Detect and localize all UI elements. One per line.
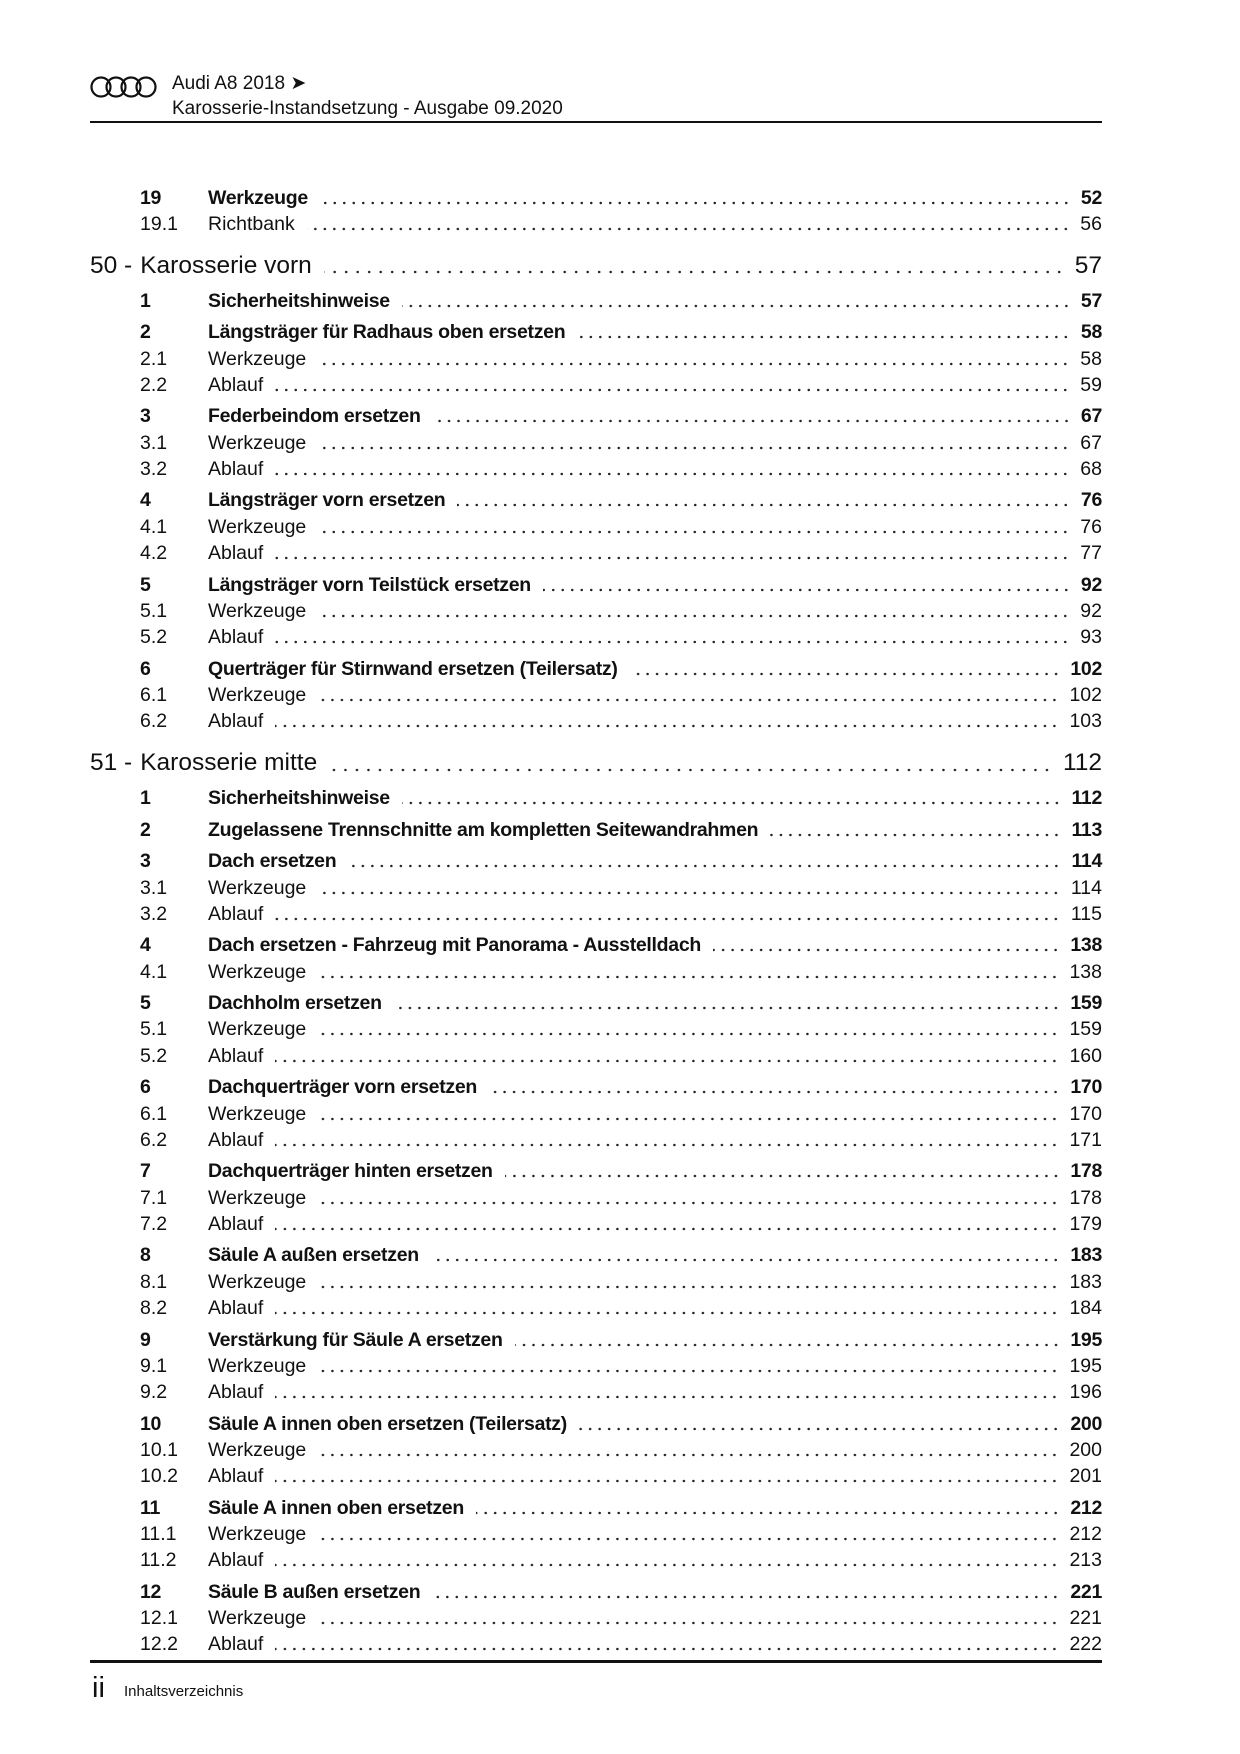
toc-number: 5.2 <box>140 626 168 649</box>
toc-title: Ablauf <box>208 1381 264 1404</box>
dot-leader <box>431 1258 1060 1262</box>
toc-subsection[interactable] <box>90 1015 1102 1041</box>
toc-section[interactable] <box>90 178 1102 210</box>
toc-title: Dach ersetzen <box>208 850 337 873</box>
toc-title: Werkzeuge <box>208 1354 307 1377</box>
toc-title: Werkzeuge <box>208 186 308 209</box>
dot-leader <box>394 1006 1061 1010</box>
toc-page-number: 178 <box>1070 1160 1102 1183</box>
toc-page-number: 212 <box>1069 1523 1102 1546</box>
toc-subsection[interactable] <box>90 1630 1102 1656</box>
toc-number: 4.2 <box>140 542 168 565</box>
toc-subsection[interactable] <box>90 1378 1102 1404</box>
toc-subsection[interactable] <box>90 1604 1102 1630</box>
toc-title: Ablauf <box>208 902 264 925</box>
toc-number: 50 - <box>90 251 133 279</box>
toc-number: 8 <box>140 1244 151 1267</box>
toc-subsection[interactable] <box>90 1352 1102 1378</box>
toc-page-number: 170 <box>1069 1102 1102 1125</box>
dot-leader <box>307 227 1071 231</box>
toc-section[interactable] <box>90 1488 1102 1520</box>
dot-leader <box>577 335 1071 339</box>
toc-page-number: 112 <box>1071 787 1102 810</box>
toc-number: 6 <box>140 657 151 680</box>
toc-page-number: 52 <box>1080 186 1102 209</box>
toc-title: Werkzeuge <box>208 1186 307 1209</box>
toc-page-number: 76 <box>1080 489 1102 512</box>
toc-title: Werkzeuge <box>208 876 307 899</box>
toc-page-number: 159 <box>1069 1018 1102 1041</box>
toc-number: 2 <box>140 321 151 344</box>
dot-leader <box>318 1369 1059 1373</box>
toc-number: 12.2 <box>140 1633 178 1656</box>
dot-leader <box>770 833 1061 837</box>
toc-title: Ablauf <box>208 710 264 733</box>
toc-number: 7 <box>140 1160 151 1183</box>
toc-page-number: 138 <box>1070 934 1102 957</box>
toc-subsection[interactable] <box>90 371 1102 397</box>
dot-leader <box>348 864 1061 868</box>
toc-title: Ablauf <box>208 1297 264 1320</box>
dot-leader <box>543 588 1071 592</box>
dot-leader <box>275 388 1070 392</box>
header-divider <box>90 121 1102 123</box>
toc-title: Ablauf <box>208 373 264 396</box>
dot-leader <box>433 419 1071 423</box>
toc-page-number: 76 <box>1080 515 1102 538</box>
toc-page-number: 183 <box>1069 1270 1102 1293</box>
toc-number: 6.1 <box>140 1102 168 1125</box>
footer-page-number: ii <box>92 1672 105 1704</box>
toc-page-number: 200 <box>1069 1438 1102 1461</box>
dot-leader <box>489 1090 1060 1094</box>
toc-title: Längsträger vorn Teilstück ersetzen <box>208 573 531 596</box>
toc-title: Werkzeuge <box>208 515 307 538</box>
toc-page-number: 179 <box>1069 1212 1102 1235</box>
toc-number: 10.1 <box>140 1438 178 1461</box>
toc-subsection[interactable] <box>90 512 1102 538</box>
dot-leader <box>402 304 1071 308</box>
toc-page-number: 171 <box>1069 1128 1102 1151</box>
toc-page-number: 92 <box>1080 573 1102 596</box>
toc-number: 8.2 <box>140 1297 168 1320</box>
header-subtitle: Karosserie-Instandsetzung - Ausgabe 09.2020 <box>172 98 563 119</box>
dot-leader <box>318 1032 1059 1036</box>
dot-leader <box>713 948 1060 952</box>
toc-section[interactable] <box>90 1068 1102 1100</box>
toc-page-number: 57 <box>1080 289 1102 312</box>
toc-number: 19.1 <box>140 212 178 235</box>
toc-title: Federbeindom ersetzen <box>208 405 421 428</box>
dot-leader <box>275 1479 1059 1483</box>
dot-leader <box>457 503 1070 507</box>
toc-number: 3.2 <box>140 457 168 480</box>
toc-page-number: 200 <box>1070 1412 1102 1435</box>
toc-number: 2 <box>140 818 151 841</box>
toc-page-number: 102 <box>1069 683 1102 706</box>
dot-leader <box>318 1117 1059 1121</box>
toc-number: 5.1 <box>140 1018 168 1041</box>
toc-number: 4.1 <box>140 515 168 538</box>
toc-title: Karosserie mitte <box>140 749 318 777</box>
toc-page-number: 92 <box>1080 599 1102 622</box>
toc-page-number: 196 <box>1069 1381 1102 1404</box>
toc-title: Sicherheitshinweise <box>208 787 390 810</box>
toc-section[interactable] <box>90 1404 1102 1436</box>
toc-section[interactable] <box>90 1572 1102 1604</box>
dot-leader <box>318 530 1070 534</box>
toc-page-number: 115 <box>1070 902 1102 925</box>
dot-leader <box>515 1343 1061 1347</box>
toc-subsection[interactable] <box>90 455 1102 481</box>
toc-chapter[interactable] <box>90 236 1102 280</box>
toc-page-number: 67 <box>1080 405 1102 428</box>
toc-page-number: 68 <box>1080 457 1102 480</box>
toc-title: Werkzeuge <box>208 431 307 454</box>
toc-number: 9 <box>140 1328 151 1351</box>
toc-page-number: 212 <box>1070 1496 1102 1519</box>
toc-section[interactable] <box>90 565 1102 597</box>
toc-title: Ablauf <box>208 1128 264 1151</box>
dot-leader <box>275 724 1059 728</box>
dot-leader <box>324 270 1065 275</box>
toc-subsection[interactable] <box>90 900 1102 926</box>
toc-section[interactable] <box>90 1320 1102 1352</box>
dot-leader <box>275 917 1061 921</box>
toc-section[interactable] <box>90 313 1102 345</box>
toc-number: 51 - <box>90 749 133 777</box>
toc-title: Werkzeuge <box>208 683 307 706</box>
toc-number: 5.1 <box>140 599 168 622</box>
toc-subsection[interactable] <box>90 597 1102 623</box>
toc-page-number: 103 <box>1069 710 1102 733</box>
toc-title: Werkzeuge <box>208 599 307 622</box>
dot-leader <box>275 1647 1059 1651</box>
dot-leader <box>318 1285 1059 1289</box>
dot-leader <box>318 891 1061 895</box>
toc-number: 6.2 <box>140 710 168 733</box>
toc-page-number: 58 <box>1080 321 1102 344</box>
toc-subsection[interactable] <box>90 1267 1102 1293</box>
toc-number: 12.1 <box>140 1607 178 1630</box>
toc-page-number: 57 <box>1074 251 1102 279</box>
dot-leader <box>318 975 1059 979</box>
toc-page-number: 67 <box>1080 431 1102 454</box>
toc-page-number: 184 <box>1069 1297 1102 1320</box>
toc-title: Werkzeuge <box>208 960 307 983</box>
toc-title: Werkzeuge <box>208 1270 307 1293</box>
table-of-contents <box>90 178 1102 1656</box>
toc-subsection[interactable] <box>90 1126 1102 1152</box>
toc-number: 6.2 <box>140 1128 168 1151</box>
toc-section[interactable] <box>90 842 1102 874</box>
toc-page-number: 114 <box>1071 850 1102 873</box>
toc-number: 1 <box>140 787 151 810</box>
dot-leader <box>505 1174 1061 1178</box>
toc-number: 3.1 <box>140 876 168 899</box>
toc-title: Dachquerträger vorn ersetzen <box>208 1076 478 1099</box>
toc-number: 9.1 <box>140 1354 168 1377</box>
toc-section[interactable] <box>90 926 1102 958</box>
toc-title: Richtbank <box>208 212 295 235</box>
toc-title: Säule A innen oben ersetzen (Teilersatz) <box>208 1412 567 1435</box>
toc-section[interactable] <box>90 984 1102 1016</box>
dot-leader <box>275 1143 1059 1147</box>
toc-subsection[interactable] <box>90 1436 1102 1462</box>
toc-title: Längsträger für Radhaus oben ersetzen <box>208 321 566 344</box>
toc-number: 2.1 <box>140 347 168 370</box>
toc-title: Säule B außen ersetzen <box>208 1580 421 1603</box>
toc-number: 9.2 <box>140 1381 168 1404</box>
toc-title: Werkzeuge <box>208 347 307 370</box>
toc-section[interactable] <box>90 397 1102 429</box>
toc-number: 5 <box>140 992 151 1015</box>
toc-page-number: 77 <box>1080 542 1102 565</box>
toc-page-number: 178 <box>1069 1186 1102 1209</box>
toc-subsection[interactable] <box>90 1210 1102 1236</box>
toc-number: 10 <box>140 1412 162 1435</box>
toc-page-number: 56 <box>1080 212 1102 235</box>
toc-page-number: 138 <box>1069 960 1102 983</box>
dot-leader <box>318 362 1070 366</box>
toc-title: Querträger für Stirnwand ersetzen (Teilersatz) <box>208 657 618 680</box>
toc-subsection[interactable] <box>90 539 1102 565</box>
toc-number: 8.1 <box>140 1270 168 1293</box>
dot-leader <box>275 1059 1059 1063</box>
toc-page-number: 170 <box>1070 1076 1102 1099</box>
toc-number: 19 <box>140 186 162 209</box>
toc-section[interactable] <box>90 280 1102 313</box>
dot-leader <box>318 1201 1059 1205</box>
dot-leader <box>432 1595 1060 1599</box>
dot-leader <box>318 1453 1059 1457</box>
toc-number: 11.1 <box>140 1523 177 1546</box>
toc-subsection[interactable] <box>90 1099 1102 1125</box>
toc-subsection[interactable] <box>90 1546 1102 1572</box>
toc-title: Ablauf <box>208 1633 264 1656</box>
toc-subsection[interactable] <box>90 707 1102 733</box>
toc-page-number: 195 <box>1069 1354 1102 1377</box>
toc-title: Längsträger vorn ersetzen <box>208 489 446 512</box>
toc-number: 5 <box>140 573 151 596</box>
toc-number: 7.1 <box>140 1186 168 1209</box>
toc-page-number: 201 <box>1069 1465 1102 1488</box>
dot-leader <box>275 640 1070 644</box>
toc-section[interactable] <box>90 481 1102 513</box>
dot-leader <box>318 1621 1059 1625</box>
toc-section[interactable] <box>90 810 1102 842</box>
toc-number: 11 <box>140 1496 161 1519</box>
toc-number: 3.2 <box>140 902 168 925</box>
toc-number: 2.2 <box>140 373 168 396</box>
toc-title: Ablauf <box>208 542 264 565</box>
toc-title: Werkzeuge <box>208 1018 307 1041</box>
toc-section[interactable] <box>90 777 1102 810</box>
audi-rings-logo <box>90 75 160 99</box>
toc-page-number: 93 <box>1080 626 1102 649</box>
toc-title: Dachquerträger hinten ersetzen <box>208 1160 493 1183</box>
toc-number: 6 <box>140 1076 151 1099</box>
dot-leader <box>579 1427 1060 1431</box>
header-model: Audi A8 2018 ➤ <box>172 73 307 94</box>
toc-page-number: 114 <box>1070 876 1102 899</box>
toc-subsection[interactable] <box>90 1462 1102 1488</box>
toc-section[interactable] <box>90 1236 1102 1268</box>
footer-divider <box>90 1660 1102 1663</box>
toc-page-number: 213 <box>1069 1549 1102 1572</box>
toc-chapter[interactable] <box>90 733 1102 777</box>
toc-page-number: 102 <box>1070 657 1102 680</box>
toc-page-number: 113 <box>1071 818 1102 841</box>
toc-number: 4 <box>140 934 151 957</box>
toc-page-number: 112 <box>1062 749 1102 777</box>
toc-section[interactable] <box>90 649 1102 681</box>
toc-title: Dachholm ersetzen <box>208 992 382 1015</box>
toc-subsection[interactable] <box>90 957 1102 983</box>
toc-number: 4.1 <box>140 960 168 983</box>
toc-subsection[interactable] <box>90 1294 1102 1320</box>
toc-number: 12 <box>140 1580 162 1603</box>
dot-leader <box>318 1537 1059 1541</box>
dot-leader <box>476 1511 1060 1515</box>
dot-leader <box>630 672 1061 676</box>
toc-number: 11.2 <box>140 1549 177 1572</box>
toc-subsection[interactable] <box>90 1041 1102 1067</box>
toc-number: 3.1 <box>140 431 168 454</box>
toc-title: Zugelassene Trennschnitte am kompletten Seitewandrahmen <box>208 818 759 841</box>
dot-leader <box>318 614 1070 618</box>
dot-leader <box>320 201 1071 205</box>
toc-page-number: 183 <box>1070 1244 1102 1267</box>
toc-number: 4 <box>140 489 151 512</box>
toc-title: Ablauf <box>208 626 264 649</box>
dot-leader <box>402 801 1062 805</box>
toc-subsection[interactable] <box>90 1183 1102 1209</box>
toc-page-number: 59 <box>1080 373 1102 396</box>
toc-subsection[interactable] <box>90 428 1102 454</box>
toc-subsection[interactable] <box>90 210 1102 236</box>
toc-page-number: 222 <box>1069 1633 1102 1656</box>
toc-subsection[interactable] <box>90 344 1102 370</box>
toc-subsection[interactable] <box>90 873 1102 899</box>
toc-page-number: 195 <box>1070 1328 1102 1351</box>
toc-title: Ablauf <box>208 1044 264 1067</box>
toc-page-number: 221 <box>1069 1607 1102 1630</box>
toc-number: 3 <box>140 850 151 873</box>
toc-title: Karosserie vorn <box>140 251 312 279</box>
toc-title: Ablauf <box>208 1465 264 1488</box>
toc-page-number: 58 <box>1080 347 1102 370</box>
toc-page-number: 160 <box>1069 1044 1102 1067</box>
toc-title: Ablauf <box>208 1549 264 1572</box>
dot-leader <box>329 767 1053 772</box>
toc-title: Werkzeuge <box>208 1102 307 1125</box>
dot-leader <box>275 1227 1059 1231</box>
toc-section[interactable] <box>90 1152 1102 1184</box>
dot-leader <box>275 1563 1059 1567</box>
toc-title: Werkzeuge <box>208 1523 307 1546</box>
toc-subsection[interactable] <box>90 623 1102 649</box>
footer-label: Inhaltsverzeichnis <box>124 1683 244 1700</box>
toc-number: 5.2 <box>140 1044 168 1067</box>
dot-leader <box>275 1311 1059 1315</box>
toc-subsection[interactable] <box>90 681 1102 707</box>
toc-number: 6.1 <box>140 683 168 706</box>
toc-page-number: 159 <box>1070 992 1102 1015</box>
toc-subsection[interactable] <box>90 1520 1102 1546</box>
toc-title: Ablauf <box>208 457 264 480</box>
toc-title: Werkzeuge <box>208 1607 307 1630</box>
toc-page-number: 221 <box>1070 1580 1102 1603</box>
dot-leader <box>318 698 1059 702</box>
toc-number: 10.2 <box>140 1465 178 1488</box>
toc-number: 7.2 <box>140 1212 168 1235</box>
toc-title: Sicherheitshinweise <box>208 289 390 312</box>
toc-title: Dach ersetzen - Fahrzeug mit Panorama - Ausstelldach <box>208 934 701 957</box>
toc-number: 3 <box>140 405 151 428</box>
toc-title: Säule A außen ersetzen <box>208 1244 419 1267</box>
dot-leader <box>275 472 1070 476</box>
toc-number: 1 <box>140 289 151 312</box>
toc-title: Verstärkung für Säule A ersetzen <box>208 1328 503 1351</box>
dot-leader <box>318 446 1070 450</box>
toc-title: Werkzeuge <box>208 1438 307 1461</box>
dot-leader <box>275 1395 1059 1399</box>
toc-title: Säule A innen oben ersetzen <box>208 1496 464 1519</box>
toc-title: Ablauf <box>208 1212 264 1235</box>
dot-leader <box>275 556 1070 560</box>
